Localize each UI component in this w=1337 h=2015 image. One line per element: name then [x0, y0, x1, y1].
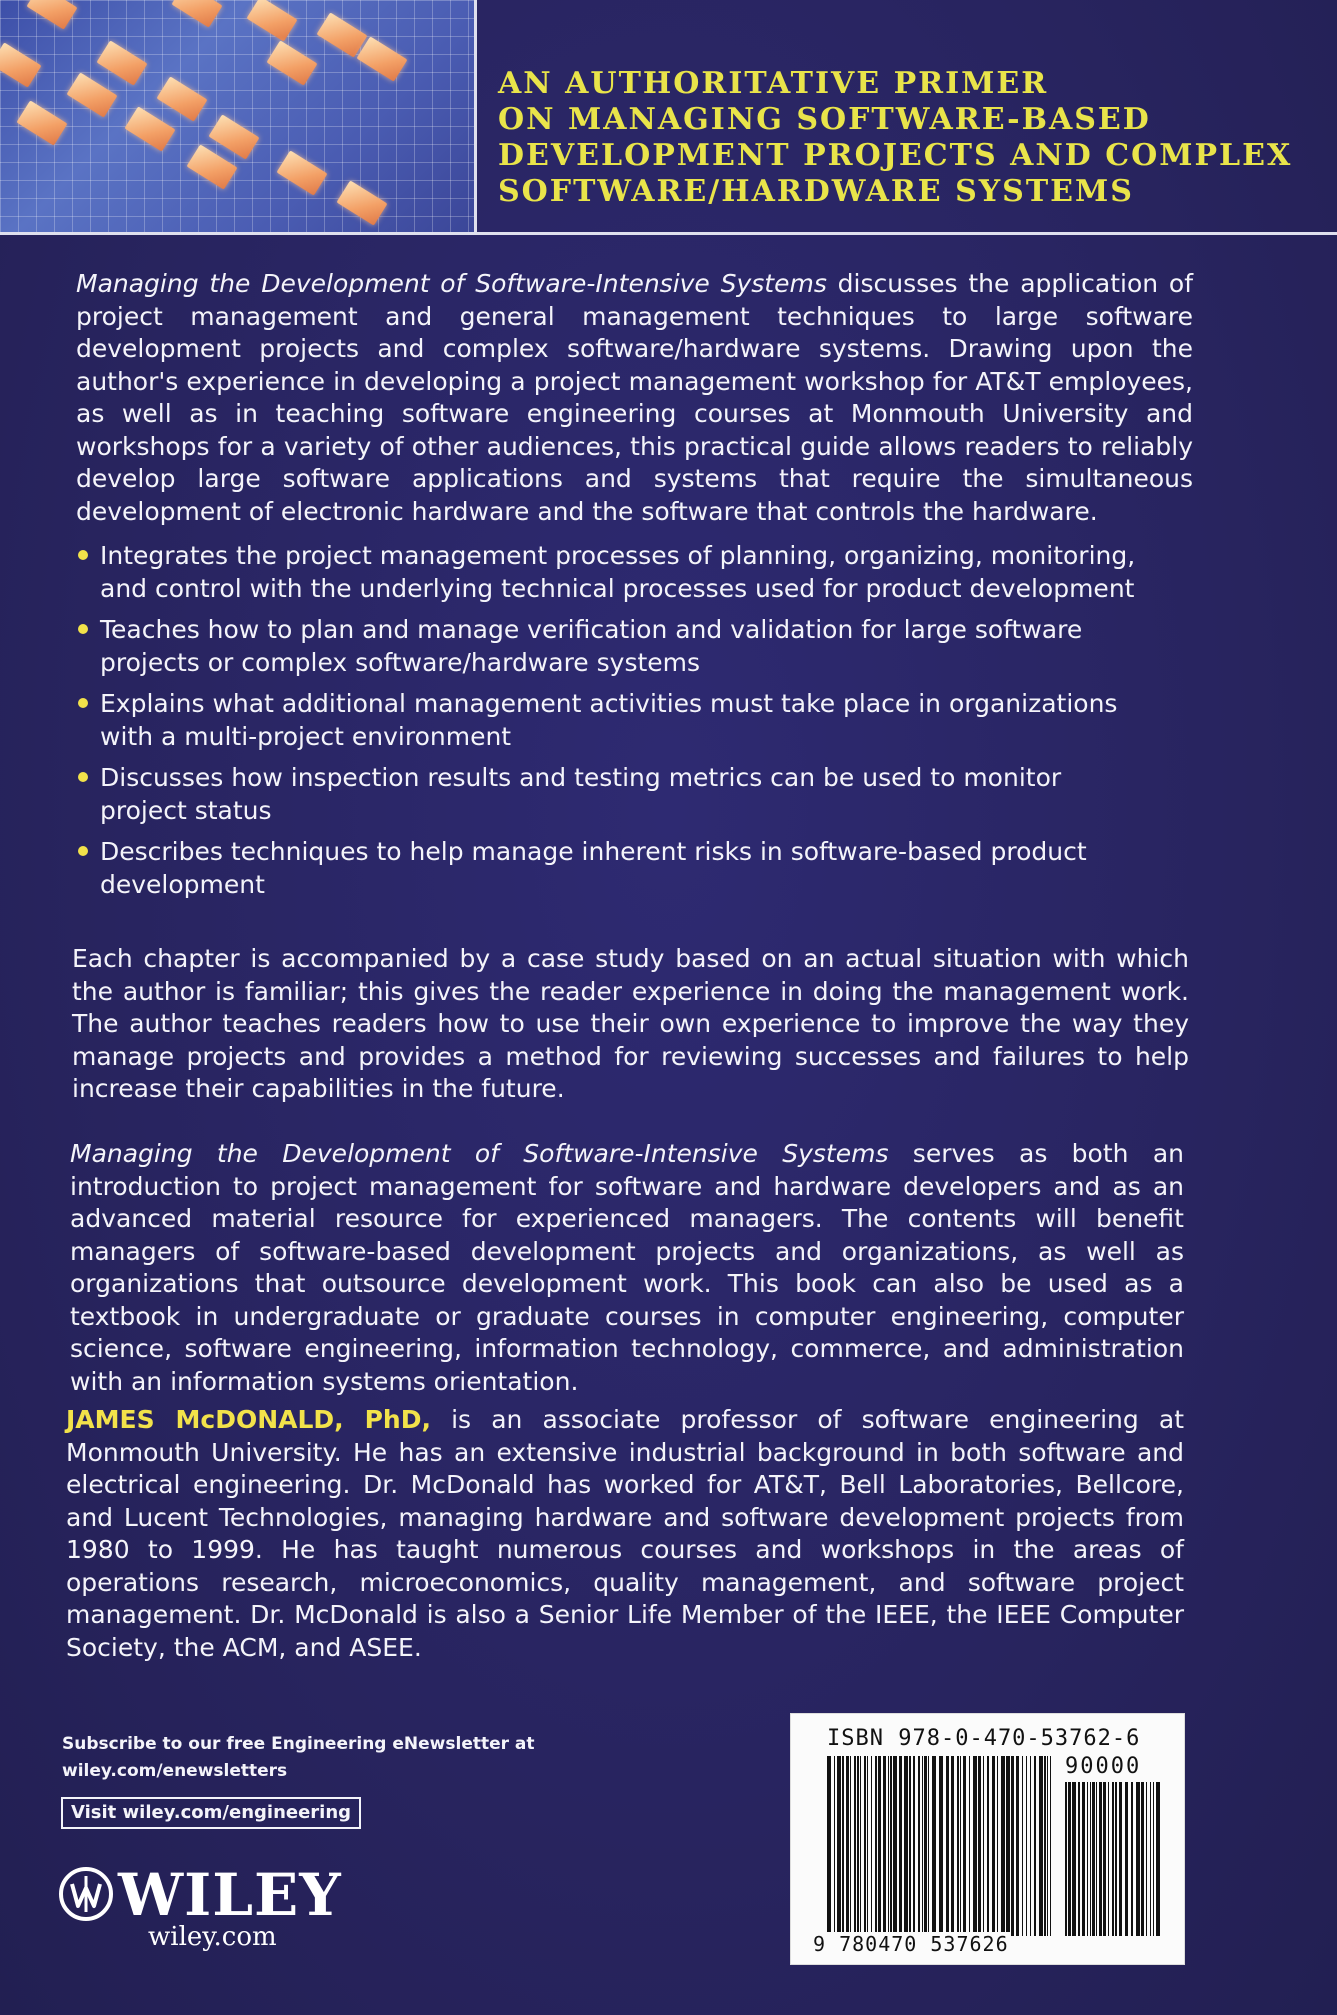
barcode-bar — [1016, 1756, 1019, 1936]
list-item — [78, 762, 1138, 827]
feature-list — [78, 540, 1138, 910]
barcode-bar — [1050, 1756, 1051, 1936]
barcode-bar — [913, 1756, 915, 1936]
barcode-bar — [1115, 1782, 1117, 1936]
barcode-bar — [1141, 1782, 1144, 1936]
barcode-bar — [893, 1756, 897, 1936]
circuit-grid-pattern — [0, 0, 474, 232]
barcode-bar — [1099, 1782, 1102, 1936]
barcode-bar — [1112, 1782, 1114, 1936]
list-item — [78, 836, 1138, 901]
barcode-bar — [1103, 1782, 1106, 1936]
barcode-bar — [928, 1756, 929, 1936]
barcode-bar — [1108, 1782, 1109, 1936]
barcode-bar — [909, 1756, 911, 1936]
book-title: Managing the Development of Software-Intensive Systems — [76, 269, 827, 298]
barcode-bar — [878, 1756, 881, 1936]
barcode-bar — [1156, 1782, 1160, 1936]
barcode-bar — [1096, 1782, 1097, 1936]
barcode-bar — [1146, 1782, 1147, 1936]
barcode-bar — [904, 1756, 908, 1936]
publisher-logo — [58, 1861, 342, 1929]
barcode-bar — [1006, 1756, 1010, 1936]
bullet-dot-icon — [78, 772, 88, 782]
barcode-bar — [1078, 1782, 1080, 1936]
barcode-bar — [918, 1756, 920, 1936]
barcode-bar — [827, 1756, 831, 1936]
audience-paragraph — [70, 1138, 1184, 1398]
barcode-bar — [1047, 1756, 1048, 1936]
author-bio-text: is an associate professor of software engineering at Monmouth University. He has an extensive industrial background in both software and electrical engineering. Dr. McDonald has worked for AT&T, Bell Laboratories, Bellcore, and Lucent Technologies, managing hardware and software development projects from 1980 to 1999. He has taught numerous courses and workshops in the areas of operations research, microeconomics, quality management, and software project management. Dr. McDonald is also a Senior Life Member of the IEEE, the IEEE Computer Society, the ACM, and ASEE. — [66, 1405, 1184, 1662]
barcode-bar — [857, 1756, 859, 1936]
barcode-bar — [888, 1756, 889, 1936]
barcode-bar — [1039, 1756, 1043, 1936]
bullet-dot-icon — [78, 550, 88, 560]
isbn-barcode — [790, 1713, 1185, 1965]
list-item-text: Explains what additional management activities must take place in organizations with a multi-project environment — [100, 689, 1118, 751]
barcode-bar — [1030, 1756, 1031, 1936]
header-divider-horizontal — [0, 232, 1337, 235]
list-item-text: Integrates the project management processes of planning, organizing, monitoring, and control with the underlying technical processes used for product development — [100, 541, 1136, 603]
isbn-number: ISBN 978-0-470-53762-6 — [827, 1726, 1141, 1751]
list-item — [78, 614, 1138, 679]
barcode-bar — [1072, 1782, 1076, 1936]
tagline-line: SOFTWARE/HARDWARE SYSTEMS — [498, 174, 1134, 209]
list-item — [78, 540, 1138, 605]
barcode-bar — [871, 1756, 872, 1936]
tagline-line: ON MANAGING SOFTWARE-BASED — [498, 102, 1151, 137]
header-divider-vertical — [474, 0, 477, 232]
barcode-bar — [834, 1756, 835, 1936]
barcode-bar — [1082, 1782, 1085, 1936]
barcode-bar — [899, 1756, 902, 1936]
barcode-bar — [1001, 1756, 1005, 1936]
barcode-bar — [932, 1756, 936, 1936]
price-code: 90000 — [1065, 1754, 1142, 1779]
barcode-bar — [860, 1756, 861, 1936]
barcode-bar — [924, 1756, 927, 1936]
cover-tagline — [498, 66, 1318, 210]
barcode-bar — [1026, 1756, 1027, 1936]
header-artwork — [0, 0, 474, 232]
barcode-bar — [890, 1756, 892, 1936]
barcode-bar — [854, 1756, 856, 1936]
barcode-bar — [1011, 1756, 1014, 1936]
barcode-bar — [1119, 1782, 1122, 1936]
barcode-bar — [951, 1756, 954, 1936]
barcode-bar — [992, 1756, 995, 1936]
barcode-bar — [864, 1756, 866, 1936]
tagline-line: DEVELOPMENT PROJECTS AND COMPLEX — [498, 138, 1293, 173]
barcode-bar — [883, 1756, 886, 1936]
author-name: JAMES McDONALD, PhD, — [66, 1405, 431, 1434]
barcode-bar — [1044, 1756, 1046, 1936]
newsletter-link[interactable]: wiley.com/enewsletters — [62, 1761, 288, 1781]
barcode-bar — [987, 1756, 989, 1936]
barcode-bar — [946, 1756, 949, 1936]
bullet-dot-icon — [78, 698, 88, 708]
list-item-text: Teaches how to plan and manage verification and validation for large software projects or complex software/hardware systems — [100, 615, 1083, 677]
barcode-bar — [1087, 1782, 1088, 1936]
addon-barcode-bars — [1065, 1782, 1161, 1936]
barcode-bar — [842, 1756, 844, 1936]
publisher-name: WILEY — [118, 1861, 342, 1929]
barcode-bar — [973, 1756, 977, 1936]
newsletter-notice — [62, 1731, 535, 1785]
bullet-dot-icon — [78, 846, 88, 856]
barcode-bar — [960, 1756, 961, 1936]
bullet-dot-icon — [78, 624, 88, 634]
barcode-bar — [922, 1756, 923, 1936]
author-bio — [66, 1404, 1184, 1664]
barcode-bar — [1022, 1756, 1023, 1936]
barcode-bar — [1150, 1782, 1151, 1936]
barcode-bar — [1034, 1756, 1036, 1936]
audience-text: serves as both an introduction to project management for software and hardware developers and as an advanced material resource for experienced managers. The contents will benefit managers of software-based development projects and organizations, as well as organizations that outsource development work. This book can also be used as a textbook in undergraduate or graduate courses in computer engineering, computer science, software engineering, information technology, commerce, and administration with an information systems orientation. — [70, 1139, 1184, 1396]
list-item-text: Describes techniques to help manage inherent risks in software-based product development — [100, 837, 1087, 899]
barcode-bar — [1068, 1782, 1071, 1936]
barcode-bar — [997, 1756, 998, 1936]
case-study-paragraph: Each chapter is accompanied by a case study based on an actual situation with which the author is familiar; this gives the reader experience in doing the management work. The author teaches readers how to use their own experience to improve the way they manage projects and provides a method for reviewing successes and failures to help increase their capabilities in the future. — [72, 944, 1189, 1103]
book-title: Managing the Development of Software-Intensive Systems — [70, 1139, 889, 1168]
barcode-bar — [1092, 1782, 1095, 1936]
barcode-bar — [978, 1756, 981, 1936]
barcode-bar — [867, 1756, 868, 1936]
publisher-url: wiley.com — [148, 1922, 277, 1952]
barcode-bar — [837, 1756, 841, 1936]
barcode-bar — [1125, 1782, 1128, 1936]
newsletter-text: Subscribe to our free Engineering eNewsletter at — [62, 1734, 535, 1754]
barcode-bar — [963, 1756, 966, 1936]
list-item — [78, 688, 1138, 753]
barcode-bar — [1136, 1782, 1140, 1936]
intro-paragraph — [76, 268, 1193, 528]
ean-digits: 9 780470 537626 — [813, 1932, 1009, 1956]
visit-website-box[interactable]: Visit wiley.com/engineering — [61, 1797, 361, 1829]
barcode-bar — [1090, 1782, 1091, 1936]
barcode-bar — [957, 1756, 959, 1936]
barcode-bar — [1065, 1782, 1067, 1936]
barcode-bar — [846, 1756, 849, 1936]
barcode-bar — [1153, 1782, 1154, 1936]
barcode-bar — [983, 1756, 984, 1936]
barcode-bar — [969, 1756, 970, 1936]
barcode-bar — [875, 1756, 877, 1936]
barcode-bar — [850, 1756, 851, 1936]
ean-barcode-bars — [827, 1756, 1051, 1936]
wiley-emblem-icon — [58, 1866, 114, 1922]
intro-text: discusses the application of project management and general management techniques to large software development projects and complex software/hardware systems. Drawing upon the author's experience in developing a project management workshop for AT&T employees, as well as in teaching software engineering courses at Monmouth University and workshops for a variety of other audiences, this practical guide allows readers to reliably develop large software applications and systems that require the simultaneous development of electronic hardware and the software that controls the hardware. — [76, 269, 1193, 526]
list-item-text: Discusses how inspection results and testing metrics can be used to monitor project status — [100, 763, 1062, 825]
tagline-line: AN AUTHORITATIVE PRIMER — [498, 66, 1049, 101]
barcode-bar — [939, 1756, 943, 1936]
barcode-bar — [1131, 1782, 1133, 1936]
